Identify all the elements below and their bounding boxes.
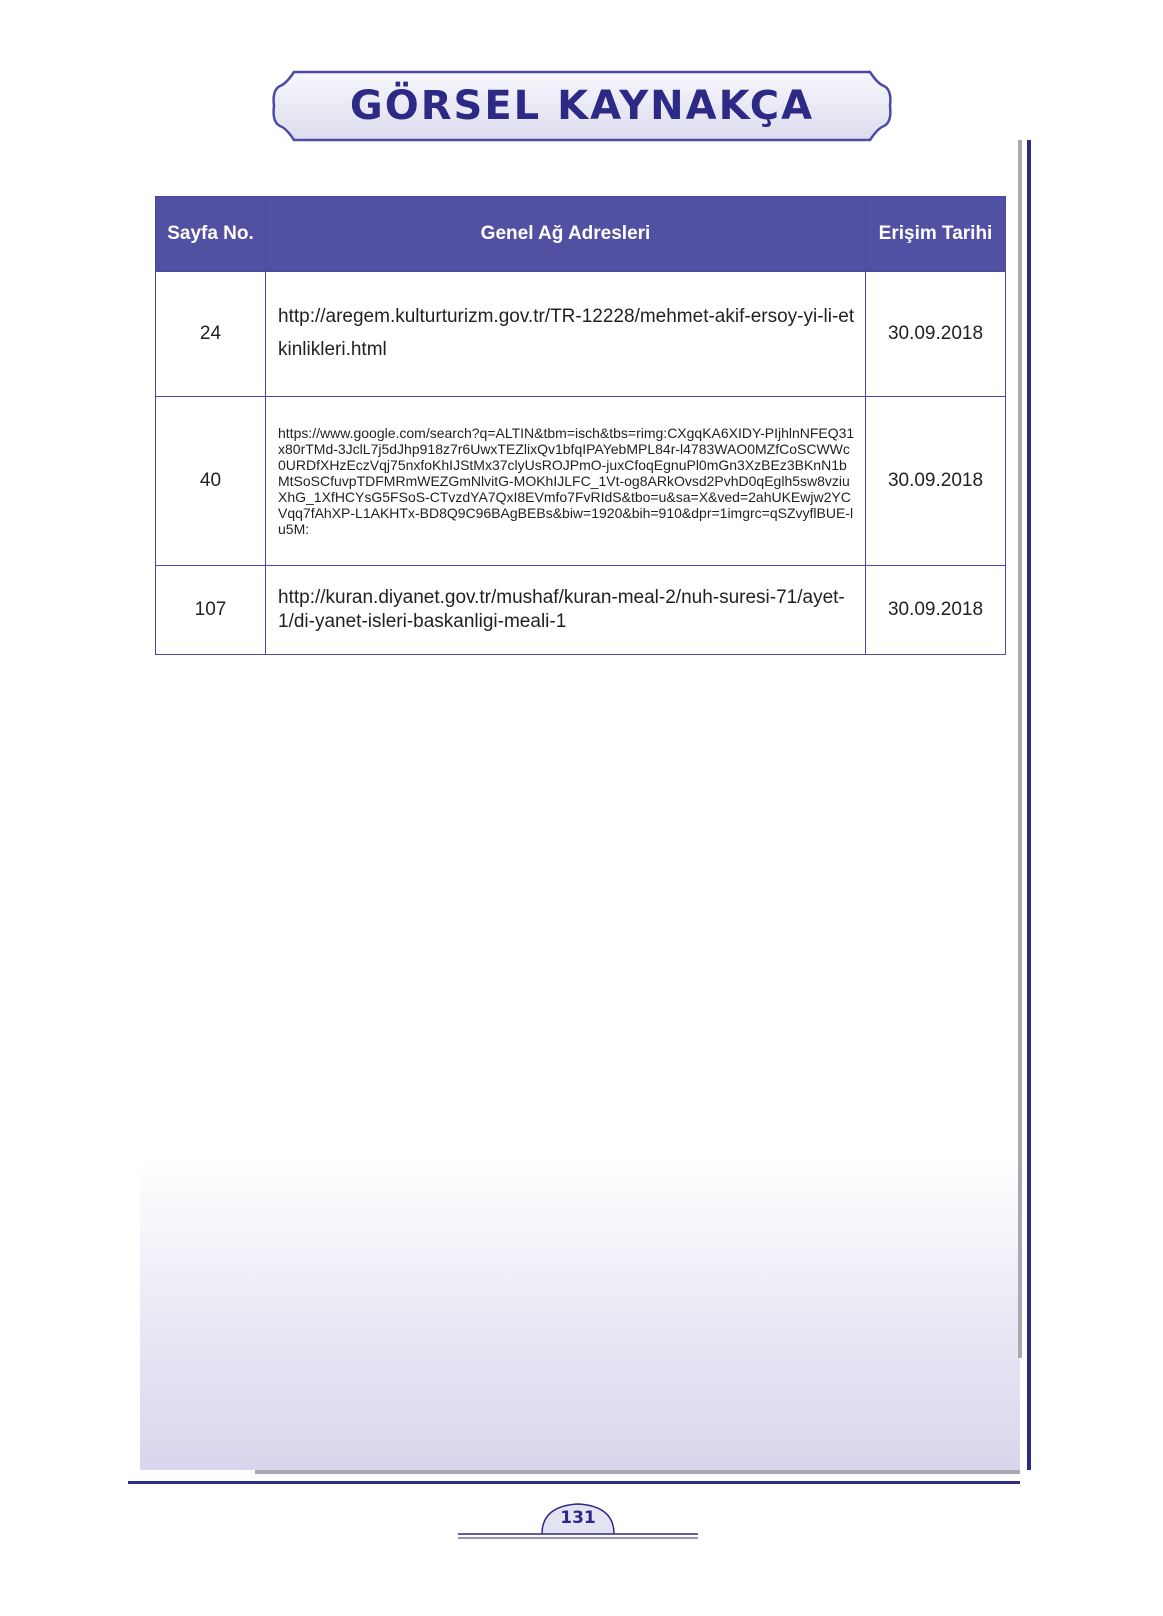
title-banner xyxy=(272,70,892,142)
access-date-cell: 30.09.2018 xyxy=(866,272,1006,397)
page-number: 131 xyxy=(560,1508,596,1528)
url-cell: http://aregem.kulturturizm.gov.tr/TR-12228/mehmet-akif-ersoy-yi-li-etkinlikleri.html xyxy=(266,272,866,397)
page-number-cell: 40 xyxy=(156,397,266,566)
access-date-cell: 30.09.2018 xyxy=(866,397,1006,566)
table-row xyxy=(156,566,1006,655)
bottom-gradient xyxy=(140,1160,1020,1470)
column-header-page: Sayfa No. xyxy=(156,197,266,272)
column-header-date: Erişim Tarihi xyxy=(866,197,1006,272)
table-header-row xyxy=(156,197,1006,272)
right-navy-rule xyxy=(1027,140,1031,1470)
bottom-gray-rule xyxy=(255,1470,1020,1474)
column-header-url: Genel Ağ Adresleri xyxy=(266,197,866,272)
bottom-navy-rule xyxy=(128,1481,1020,1484)
page-number-cell: 107 xyxy=(156,566,266,655)
table-row xyxy=(156,397,1006,566)
reference-table xyxy=(155,196,1006,655)
url-cell: http://kuran.diyanet.gov.tr/mushaf/kuran-meal-2/nuh-suresi-71/ayet-1/di-yanet-isleri-baskanligi-meali-1 xyxy=(266,566,866,655)
access-date-cell: 30.09.2018 xyxy=(866,566,1006,655)
right-gray-rule xyxy=(1018,140,1022,1358)
page-title: GÖRSEL KAYNAKÇA xyxy=(349,83,815,129)
page-number-badge xyxy=(458,1500,698,1542)
table-row xyxy=(156,272,1006,397)
url-cell: https://www.google.com/search?q=ALTIN&tbm=isch&tbs=rimg:CXgqKA6XIDY-PIjhlnNFEQ31x80rTMd-3JclL7j5dJhp918z7r6UwxTEZlixQv1bfqIPAYebMPL84r-l4783WAO0MZfCoSCWWc0URDfXHzEczVqj75nxfoKhIJStMx37clyUsROJPmO-juxCfoqEgnuPl0mGn3XzBEz3BKnN1bMtSoSCfuvpTDFMRmWEZGmNlvitG-MOKhIJLFC_1Vt-og8ARkOvsd2PvhD0qEglh5sw8vziuXhG_1XfHCYsG5FSoS-CTvzdYA7QxI8EVmfo7FvRIdS&tbo=u&sa=X&ved=2ahUKEwjw2YCVqq7fAhXP-L1AKHTx-BD8Q9C96BAgBEBs&biw=1920&bih=910&dpr=1imgrc=qSZvyflBUE-lu5M: xyxy=(266,397,866,566)
page-number-cell: 24 xyxy=(156,272,266,397)
